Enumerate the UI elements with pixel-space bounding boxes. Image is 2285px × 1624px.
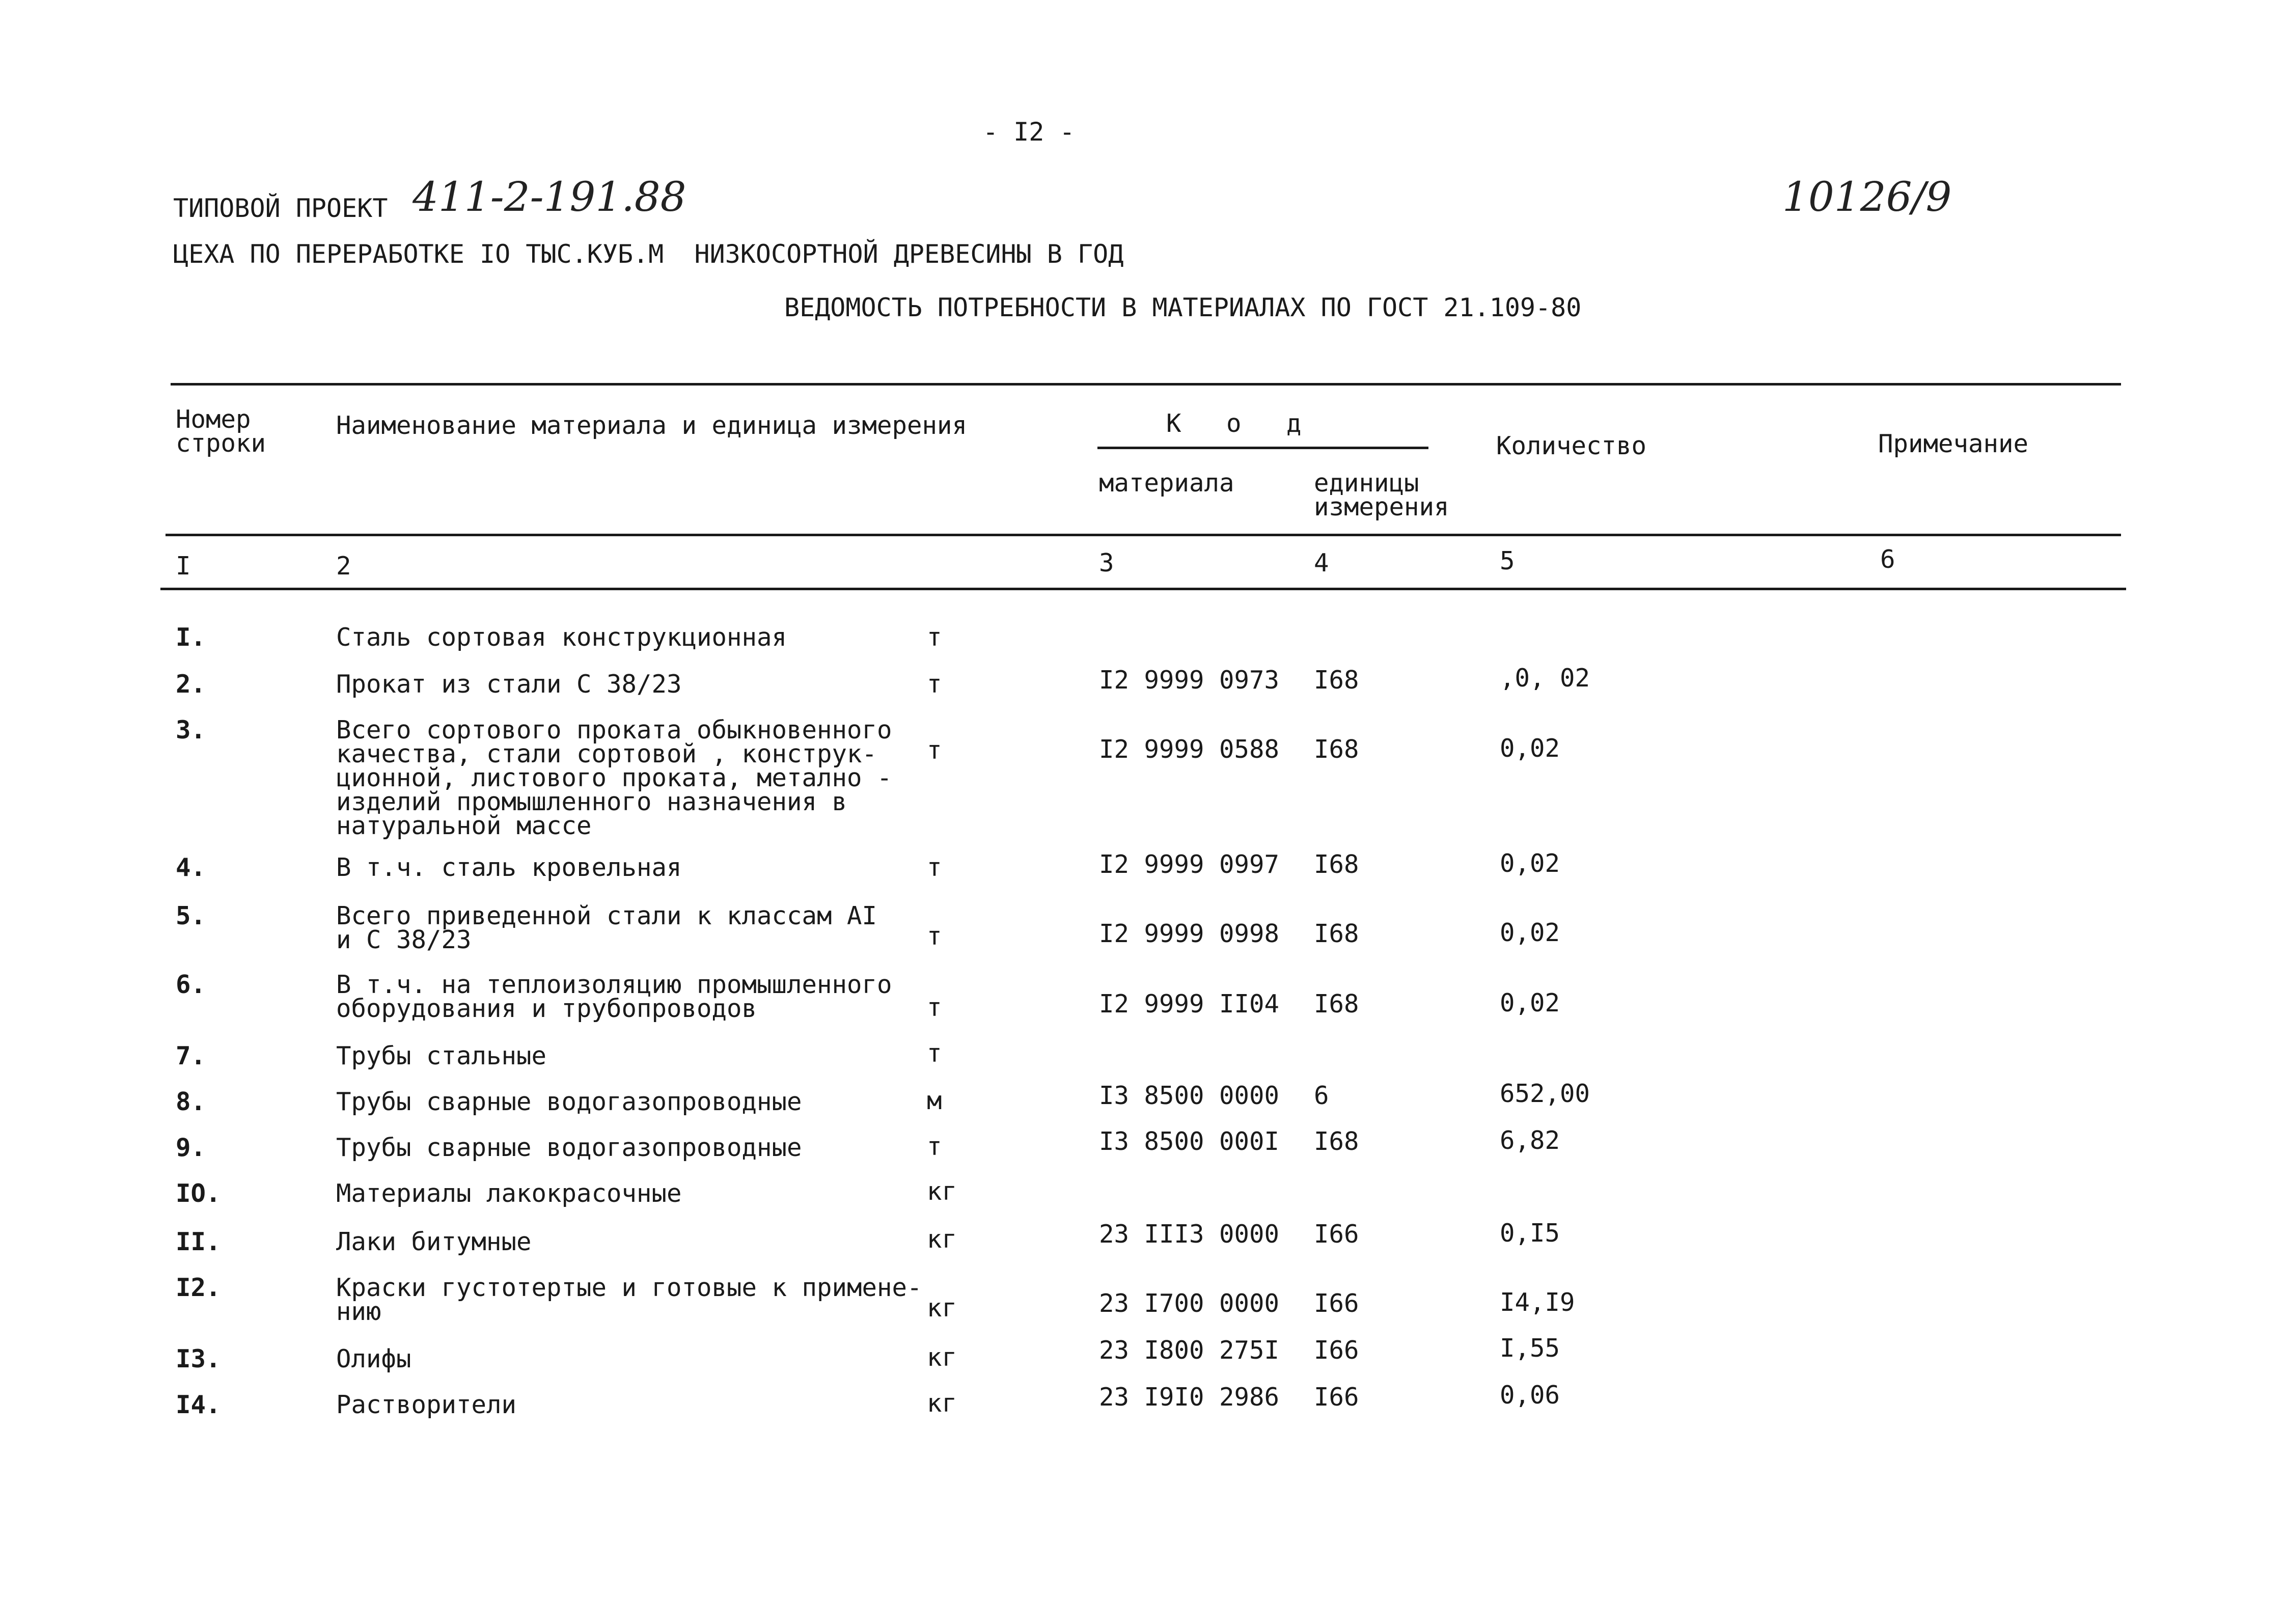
material-code: I2 9999 II04	[1099, 989, 1280, 1019]
quantity: I4,I9	[1500, 1288, 1575, 1317]
quantity: 0,I5	[1500, 1219, 1560, 1248]
unit-code: I66	[1314, 1383, 1359, 1412]
unit-code: I68	[1314, 850, 1359, 879]
unit-of-measure: т	[927, 1039, 942, 1068]
material-name: Лаки битумные	[336, 1227, 532, 1256]
unit-code: I68	[1314, 666, 1359, 695]
material-name: Растворители	[336, 1390, 517, 1419]
unit-code: I68	[1314, 735, 1359, 764]
quantity: ,0, 02	[1500, 664, 1590, 693]
table-top-rule	[171, 383, 2121, 386]
column-numbers-rule	[160, 588, 2126, 590]
header-note: Примечание	[1878, 429, 2029, 458]
material-name: Всего приведенной стали к классам AI и С 38/23	[336, 901, 877, 954]
quantity: 652,00	[1500, 1079, 1590, 1108]
material-code: 23 III3 0000	[1099, 1220, 1280, 1249]
sheet-reference: 10126/9	[1782, 173, 1952, 221]
row-number: I2.	[176, 1273, 221, 1302]
header-code: К о д	[1166, 409, 1302, 438]
row-number: IO.	[176, 1179, 221, 1208]
document-title: ВЕДОМОСТЬ ПОТРЕБНОСТИ В МАТЕРИАЛАХ ПО ГОСТ 21.109-80	[784, 293, 1582, 322]
code-header-rule	[1097, 447, 1428, 449]
material-code: I2 9999 0997	[1099, 850, 1280, 879]
quantity: 0,02	[1500, 734, 1560, 763]
unit-code: I66	[1314, 1336, 1359, 1365]
material-code: I3 8500 0000	[1099, 1081, 1280, 1110]
material-code: I2 9999 0973	[1099, 666, 1280, 695]
row-number: 5.	[176, 901, 206, 930]
quantity: 0,06	[1500, 1381, 1560, 1410]
row-number: 6.	[176, 970, 206, 999]
material-name: В т.ч. на теплоизоляцию промышленного оборудования и трубопроводов	[336, 970, 892, 1023]
column-number-2: 2	[336, 552, 351, 581]
header-name: Наименование материала и единица измерения	[336, 411, 968, 440]
unit-of-measure: кг	[927, 1343, 957, 1372]
material-code: I2 9999 0588	[1099, 735, 1280, 764]
material-name: Материалы лакокрасочные	[336, 1179, 682, 1208]
material-name: В т.ч. сталь кровельная	[336, 853, 682, 882]
header-code-material: материала	[1099, 469, 1234, 498]
material-name: Трубы сварные водогазопроводные	[336, 1087, 802, 1116]
unit-of-measure: т	[927, 736, 942, 765]
row-number: 8.	[176, 1087, 206, 1116]
unit-code: I68	[1314, 919, 1359, 948]
unit-code: I68	[1314, 1127, 1359, 1156]
row-number: 2.	[176, 670, 206, 699]
material-name: Краски густотертые и готовые к примене- нию	[336, 1273, 922, 1326]
column-number-3: 3	[1099, 548, 1114, 577]
row-number: I4.	[176, 1390, 221, 1419]
column-number-4: 4	[1314, 548, 1329, 577]
quantity: 0,02	[1500, 849, 1560, 878]
document-subtitle: ЦЕХА ПО ПЕРЕРАБОТКЕ IO ТЫС.КУБ.М НИЗКОСОРТНОЙ ДРЕВЕСИНЫ В ГОД	[173, 239, 1124, 269]
row-number: 7.	[176, 1041, 206, 1070]
column-number-6: 6	[1880, 545, 1895, 574]
material-name: Всего сортового проката обыкновенного качества, стали сортовой , конструк- ционной, листового проката, метално - изделий промышленного назначения в натуральной массе	[336, 715, 892, 840]
unit-of-measure: кг	[927, 1225, 957, 1254]
unit-of-measure: т	[927, 670, 942, 699]
quantity: 0,02	[1500, 988, 1560, 1017]
table-header-rule	[166, 534, 2121, 536]
row-number: 9.	[176, 1133, 206, 1162]
row-number: 3.	[176, 715, 206, 745]
material-code: I2 9999 0998	[1099, 919, 1280, 948]
material-name: Трубы стальные	[336, 1041, 547, 1070]
material-code: 23 I800 275I	[1099, 1336, 1280, 1365]
material-code: 23 I9I0 2986	[1099, 1383, 1280, 1412]
header-code-unit: единицы измерения	[1314, 469, 1449, 521]
row-number: I3.	[176, 1344, 221, 1373]
page-number: - I2 -	[983, 117, 1075, 147]
unit-of-measure: т	[927, 623, 942, 652]
unit-of-measure: т	[927, 1132, 942, 1161]
unit-code: 6	[1314, 1081, 1329, 1110]
header-row-number: Номер строки	[176, 405, 266, 458]
material-name: Олифы	[336, 1344, 411, 1373]
unit-of-measure: кг	[927, 1293, 957, 1323]
unit-of-measure: кг	[927, 1389, 957, 1418]
quantity: I,55	[1500, 1334, 1560, 1363]
unit-of-measure: т	[927, 993, 942, 1022]
column-number-1: I	[176, 552, 191, 581]
quantity: 0,02	[1500, 918, 1560, 947]
column-number-5: 5	[1500, 546, 1515, 575]
row-number: 4.	[176, 853, 206, 882]
unit-of-measure: т	[927, 922, 942, 951]
material-code: 23 I700 0000	[1099, 1289, 1280, 1318]
project-label: ТИПОВОЙ ПРОЕКТ	[173, 194, 388, 223]
unit-code: I66	[1314, 1220, 1359, 1249]
unit-of-measure: кг	[927, 1177, 957, 1206]
unit-of-measure: м	[927, 1086, 942, 1115]
material-name: Сталь сортовая конструкционная	[336, 623, 787, 652]
unit-code: I68	[1314, 989, 1359, 1019]
row-number: I.	[176, 623, 206, 652]
unit-code: I66	[1314, 1289, 1359, 1318]
row-number: II.	[176, 1227, 221, 1256]
material-code: I3 8500 000I	[1099, 1127, 1280, 1156]
material-name: Трубы сварные водогазопроводные	[336, 1133, 802, 1162]
unit-of-measure: т	[927, 853, 942, 882]
header-quantity: Количество	[1496, 431, 1647, 460]
quantity: 6,82	[1500, 1126, 1560, 1155]
project-number: 411-2-191.88	[412, 173, 686, 221]
material-name: Прокат из стали С 38/23	[336, 670, 682, 699]
